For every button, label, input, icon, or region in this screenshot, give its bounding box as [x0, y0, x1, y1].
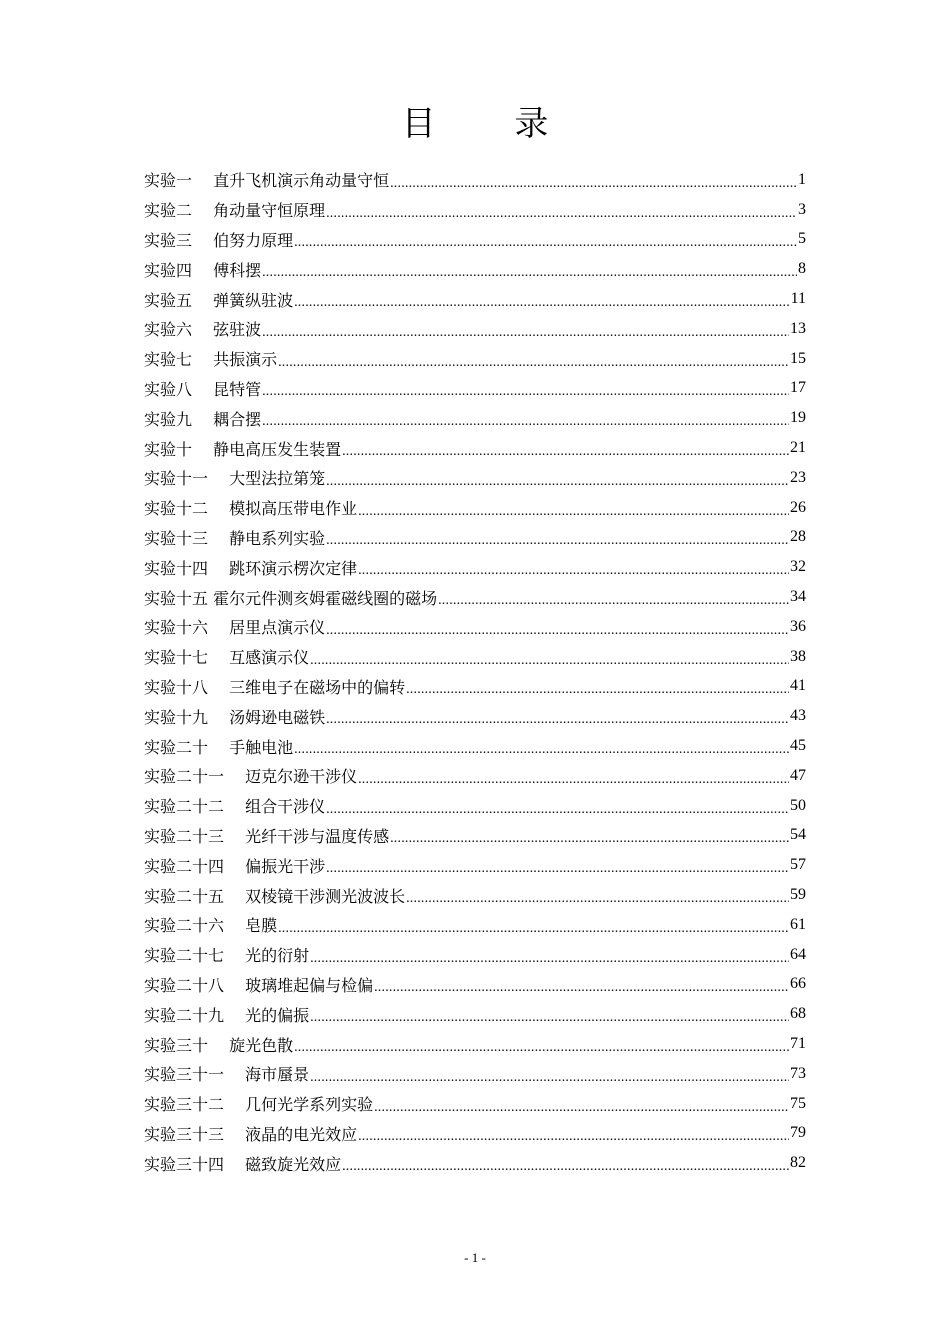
dot-leader	[310, 1006, 789, 1022]
toc-entry[interactable]	[144, 731, 806, 761]
toc-entry[interactable]	[144, 642, 806, 672]
toc-entry-label: 实验十七 互感演示仪	[144, 648, 310, 668]
toc-entry-page-number: 8	[798, 260, 806, 278]
toc-entry-page-number: 38	[790, 647, 806, 665]
toc-entry-label: 实验六 弦驻波	[144, 320, 262, 340]
toc-entry-label: 实验七 共振演示	[144, 350, 278, 370]
toc-entry-page-number: 21	[790, 439, 806, 457]
dot-leader	[326, 202, 797, 218]
toc-entry-page-number: 41	[790, 677, 806, 695]
toc-entry[interactable]	[144, 910, 806, 940]
toc-entry-label: 实验三十二 几何光学系列实验	[144, 1095, 374, 1115]
toc-entry-label: 实验二十七 光的衍射	[144, 946, 310, 966]
toc-entry-page-number: 26	[790, 498, 806, 516]
toc-entry-label: 实验十四 跳环演示楞次定律	[144, 558, 358, 578]
toc-entry-page-number: 50	[790, 796, 806, 814]
toc-entry-label: 实验三十 旋光色散	[144, 1035, 294, 1055]
toc-entry-page-number: 59	[790, 886, 806, 904]
toc-entry-label: 实验二十三 光纤干涉与温度传感	[144, 826, 390, 846]
toc-entry[interactable]	[144, 970, 806, 1000]
dot-leader	[310, 947, 789, 963]
toc-entry-label: 实验三十三 液晶的电光效应	[144, 1124, 358, 1144]
toc-entry[interactable]	[144, 225, 806, 255]
toc-entry-label: 实验二十四 偏振光干涉	[144, 856, 326, 876]
toc-entry[interactable]	[144, 552, 806, 582]
toc-entry-page-number: 47	[790, 766, 806, 784]
toc-entry-page-number: 11	[790, 290, 806, 308]
toc-entry[interactable]	[144, 821, 806, 851]
toc-entry-label: 实验二十 手触电池	[144, 737, 294, 757]
dot-leader	[294, 231, 797, 247]
toc-entry[interactable]	[144, 284, 806, 314]
toc-entry-page-number: 82	[790, 1154, 806, 1172]
dot-leader	[406, 887, 789, 903]
toc-entry[interactable]	[144, 254, 806, 284]
toc-entry-page-number: 23	[790, 468, 806, 486]
dot-leader	[358, 768, 789, 784]
dot-leader	[262, 321, 789, 337]
toc-entry[interactable]	[144, 493, 806, 523]
toc-entry[interactable]	[144, 880, 806, 910]
toc-entry[interactable]	[144, 791, 806, 821]
dot-leader	[310, 649, 789, 665]
toc-entry-page-number: 71	[790, 1035, 806, 1052]
toc-entry[interactable]	[144, 612, 806, 642]
dot-leader	[326, 529, 789, 545]
toc-entry-label: 实验十一 大型法拉第笼	[144, 469, 326, 489]
toc-entry-page-number: 28	[790, 528, 806, 546]
toc-entry-label: 实验二十一 迈克尔逊干涉仪	[144, 767, 358, 787]
toc-entry[interactable]	[144, 672, 806, 702]
toc-entry[interactable]	[144, 1089, 806, 1119]
dot-leader	[294, 1036, 789, 1052]
page-number-footer: - 1 -	[464, 1250, 486, 1265]
toc-entry-label: 实验二十五 双棱镜干涉测光波波长	[144, 886, 406, 906]
toc-entry-label: 实验二十六 皂膜	[144, 916, 278, 936]
dot-leader	[358, 559, 789, 575]
toc-entry-page-number: 54	[790, 826, 806, 844]
table-of-contents	[144, 165, 806, 1178]
toc-entry[interactable]	[144, 433, 806, 463]
dot-leader	[326, 708, 789, 724]
dot-leader	[358, 1125, 789, 1141]
toc-entry[interactable]	[144, 999, 806, 1029]
toc-entry[interactable]	[144, 344, 806, 374]
toc-entry-label: 实验十六 居里点演示仪	[144, 618, 326, 638]
dot-leader	[358, 500, 789, 516]
toc-entry-label: 实验二 角动量守恒原理	[144, 201, 326, 221]
toc-entry[interactable]	[144, 582, 806, 612]
toc-entry-page-number: 36	[790, 617, 806, 635]
page-title: 目 录	[401, 104, 583, 144]
toc-entry-label: 实验十九 汤姆逊电磁铁	[144, 707, 326, 727]
toc-entry-page-number: 57	[790, 856, 806, 874]
toc-entry-page-number: 34	[790, 588, 806, 606]
toc-entry[interactable]	[144, 195, 806, 225]
dot-leader	[374, 1096, 789, 1112]
dot-leader	[326, 798, 789, 814]
toc-entry-page-number: 75	[790, 1094, 806, 1112]
toc-entry[interactable]	[144, 1148, 806, 1178]
dot-leader	[278, 917, 789, 933]
toc-entry-page-number: 19	[790, 409, 806, 427]
toc-entry-label: 实验十二 模拟高压带电作业	[144, 499, 358, 519]
toc-entry-label: 实验十八 三维电子在磁场中的偏转	[144, 677, 406, 697]
toc-entry-page-number: 13	[790, 319, 806, 337]
toc-entry[interactable]	[144, 314, 806, 344]
toc-entry[interactable]	[144, 761, 806, 791]
toc-entry-page-number: 45	[790, 737, 806, 755]
toc-entry[interactable]	[144, 374, 806, 404]
dot-leader	[278, 351, 789, 367]
dot-leader	[294, 738, 789, 754]
dot-leader	[374, 976, 789, 992]
toc-entry-page-number: 15	[790, 349, 806, 367]
dot-leader	[262, 410, 789, 426]
dot-leader	[390, 172, 797, 188]
dot-leader	[326, 857, 789, 873]
toc-entry-page-number: 1	[798, 170, 806, 188]
toc-entry-page-number: 5	[798, 230, 806, 248]
toc-entry-label: 实验四 傅科摆	[144, 260, 262, 280]
dot-leader	[326, 619, 789, 635]
toc-entry-page-number: 66	[790, 975, 806, 993]
toc-entry-label: 实验十 静电高压发生装置	[144, 439, 342, 459]
toc-entry-page-number: 61	[790, 915, 806, 933]
toc-entry[interactable]	[144, 850, 806, 880]
toc-entry-page-number: 32	[790, 558, 806, 576]
toc-entry[interactable]	[144, 940, 806, 970]
dot-leader	[390, 827, 789, 843]
toc-entry-label: 实验三十一 海市蜃景	[144, 1065, 310, 1085]
toc-entry-label: 实验二十二 组合干涉仪	[144, 797, 326, 817]
toc-entry-page-number: 73	[790, 1064, 806, 1082]
toc-entry-page-number: 64	[790, 945, 806, 963]
toc-entry-page-number: 17	[790, 379, 806, 397]
toc-entry[interactable]	[144, 1059, 806, 1089]
toc-entry-label: 实验二十八 玻璃堆起偏与检偏	[144, 975, 374, 995]
dot-leader	[262, 380, 789, 396]
toc-entry-page-number: 79	[790, 1124, 806, 1142]
dot-leader	[326, 470, 789, 486]
toc-entry-label: 实验二十九 光的偏振	[144, 1005, 310, 1025]
toc-entry[interactable]	[144, 165, 806, 195]
toc-entry-label: 实验十三 静电系列实验	[144, 528, 326, 548]
dot-leader	[406, 678, 789, 694]
toc-entry-page-number: 68	[790, 1005, 806, 1023]
toc-entry[interactable]	[144, 1119, 806, 1149]
toc-entry-page-number: 43	[790, 707, 806, 725]
dot-leader	[262, 261, 797, 277]
toc-entry[interactable]	[144, 701, 806, 731]
toc-entry[interactable]	[144, 1029, 806, 1059]
toc-entry-label: 实验五 弹簧纵驻波	[144, 290, 294, 310]
dot-leader	[438, 589, 789, 605]
dot-leader	[310, 1066, 789, 1082]
toc-entry-label: 实验九 耦合摆	[144, 409, 262, 429]
toc-entry-label: 实验十五 霍尔元件测亥姆霍磁线圈的磁场	[144, 588, 438, 608]
toc-entry-label: 实验三 伯努力原理	[144, 230, 294, 250]
toc-entry-label: 实验一 直升飞机演示角动量守恒	[144, 171, 390, 191]
toc-entry[interactable]	[144, 403, 806, 433]
toc-entry[interactable]	[144, 463, 806, 493]
dot-leader	[342, 1155, 789, 1171]
toc-entry-label: 实验三十四 磁致旋光效应	[144, 1154, 342, 1174]
dot-leader	[342, 440, 789, 456]
dot-leader	[294, 291, 790, 307]
toc-entry-page-number: 3	[798, 200, 806, 218]
toc-entry[interactable]	[144, 523, 806, 553]
toc-entry-label: 实验八 昆特管	[144, 379, 262, 399]
